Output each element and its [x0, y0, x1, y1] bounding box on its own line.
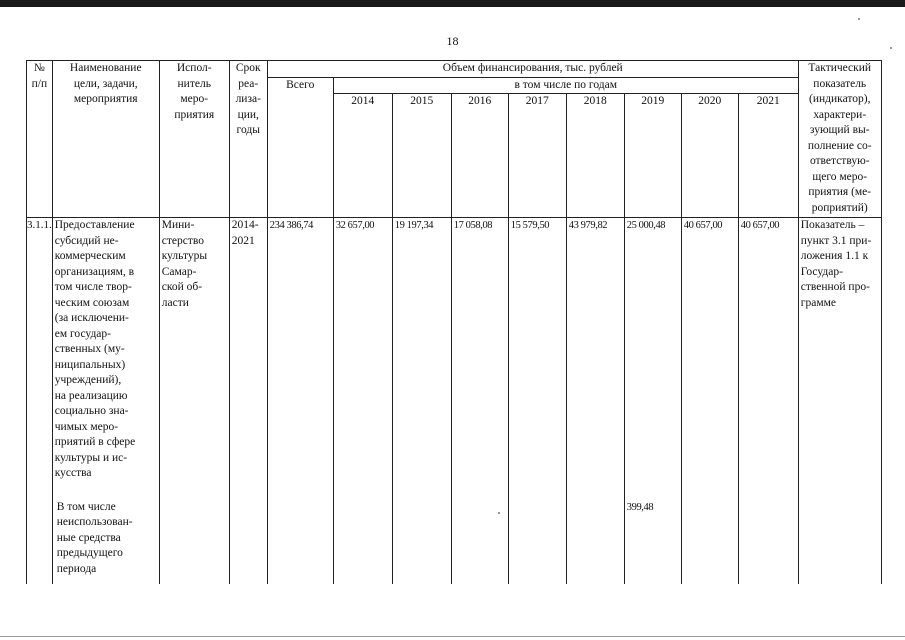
- table-row: [27, 218, 882, 500]
- scan-top-edge: [0, 0, 905, 7]
- header-year-2018: 2018: [566, 94, 624, 218]
- subrow-value-2015: [392, 500, 451, 584]
- scan-bottom-edge: [0, 636, 905, 637]
- subrow-value-2017: [508, 500, 566, 584]
- header-executor: Испол- нитель меро- приятия: [159, 61, 229, 218]
- header-year-2014: 2014: [333, 94, 392, 218]
- header-row-1: [27, 61, 882, 78]
- row-term: 2014- 2021: [229, 218, 267, 500]
- page-number: 18: [446, 34, 459, 48]
- header-indicator: Тактический показатель (индикатор), характери- зующий вы- полнение со- ответствую- щего меро- приятия (ме- роприятий): [798, 61, 881, 218]
- subrow-value-2021: [738, 500, 798, 584]
- header-year-2016: 2016: [451, 94, 508, 218]
- row-executor: Мини- стерство культуры Самар- ской об- ласти: [159, 218, 229, 500]
- row-value-2016: 17 058,08: [451, 218, 508, 500]
- row-value-2020: 40 657,00: [681, 218, 738, 500]
- header-year-2021: 2021: [738, 94, 798, 218]
- scan-speck: [858, 18, 860, 20]
- financing-table: [26, 60, 882, 584]
- subrow-total: [267, 500, 333, 584]
- row-value-2018: 43 979,82: [566, 218, 624, 500]
- header-term: Срок реа- лиза- ции, годы: [229, 61, 267, 218]
- header-by-years: в том числе по годам: [333, 77, 798, 94]
- row-value-2017: 15 579,50: [508, 218, 566, 500]
- row-value-2015: 19 197,34: [392, 218, 451, 500]
- header-year-2015: 2015: [392, 94, 451, 218]
- header-num: № п/п: [27, 61, 53, 218]
- subrow-indicator: [798, 500, 881, 584]
- header-year-2020: 2020: [681, 94, 738, 218]
- header-year-2019: 2019: [624, 94, 681, 218]
- row-value-2019: 25 000,48: [624, 218, 681, 500]
- subrow-value-2016: [451, 500, 508, 584]
- header-year-2017: 2017: [508, 94, 566, 218]
- subrow-value-2019: 399,48: [624, 500, 681, 584]
- subrow-value-2020: [681, 500, 738, 584]
- table-subrow: [27, 500, 882, 584]
- row-name: Предоставление субсидий не- коммерческим организациям, в том числе твор- ческим союзам (за исключени- ем государ- ственных (му- ниципальных) учреждений), на реализацию социально зна- чимых меро- приятий в сфере культуры и ис- кусства: [52, 218, 159, 500]
- subrow-executor: [159, 500, 229, 584]
- row-value-2014: 32 657,00: [333, 218, 392, 500]
- subrow-term: [229, 500, 267, 584]
- row-total: 234 386,74: [267, 218, 333, 500]
- header-name: Наименование цели, задачи, мероприятия: [52, 61, 159, 218]
- row-indicator: Показатель – пункт 3.1 при- ложения 1.1 к Государ- ственной про- грамме: [798, 218, 881, 500]
- row-value-2021: 40 657,00: [738, 218, 798, 500]
- subrow-num: [27, 500, 53, 584]
- header-funding: Объем финансирования, тыс. рублей: [267, 61, 798, 78]
- subrow-value-2014: [333, 500, 392, 584]
- subrow-value-2018: [566, 500, 624, 584]
- row-num: 3.1.1.: [27, 218, 53, 500]
- subrow-name: В том числе неиспользован- ные средства предыдущего периода: [52, 500, 159, 584]
- header-total: Всего: [267, 77, 333, 218]
